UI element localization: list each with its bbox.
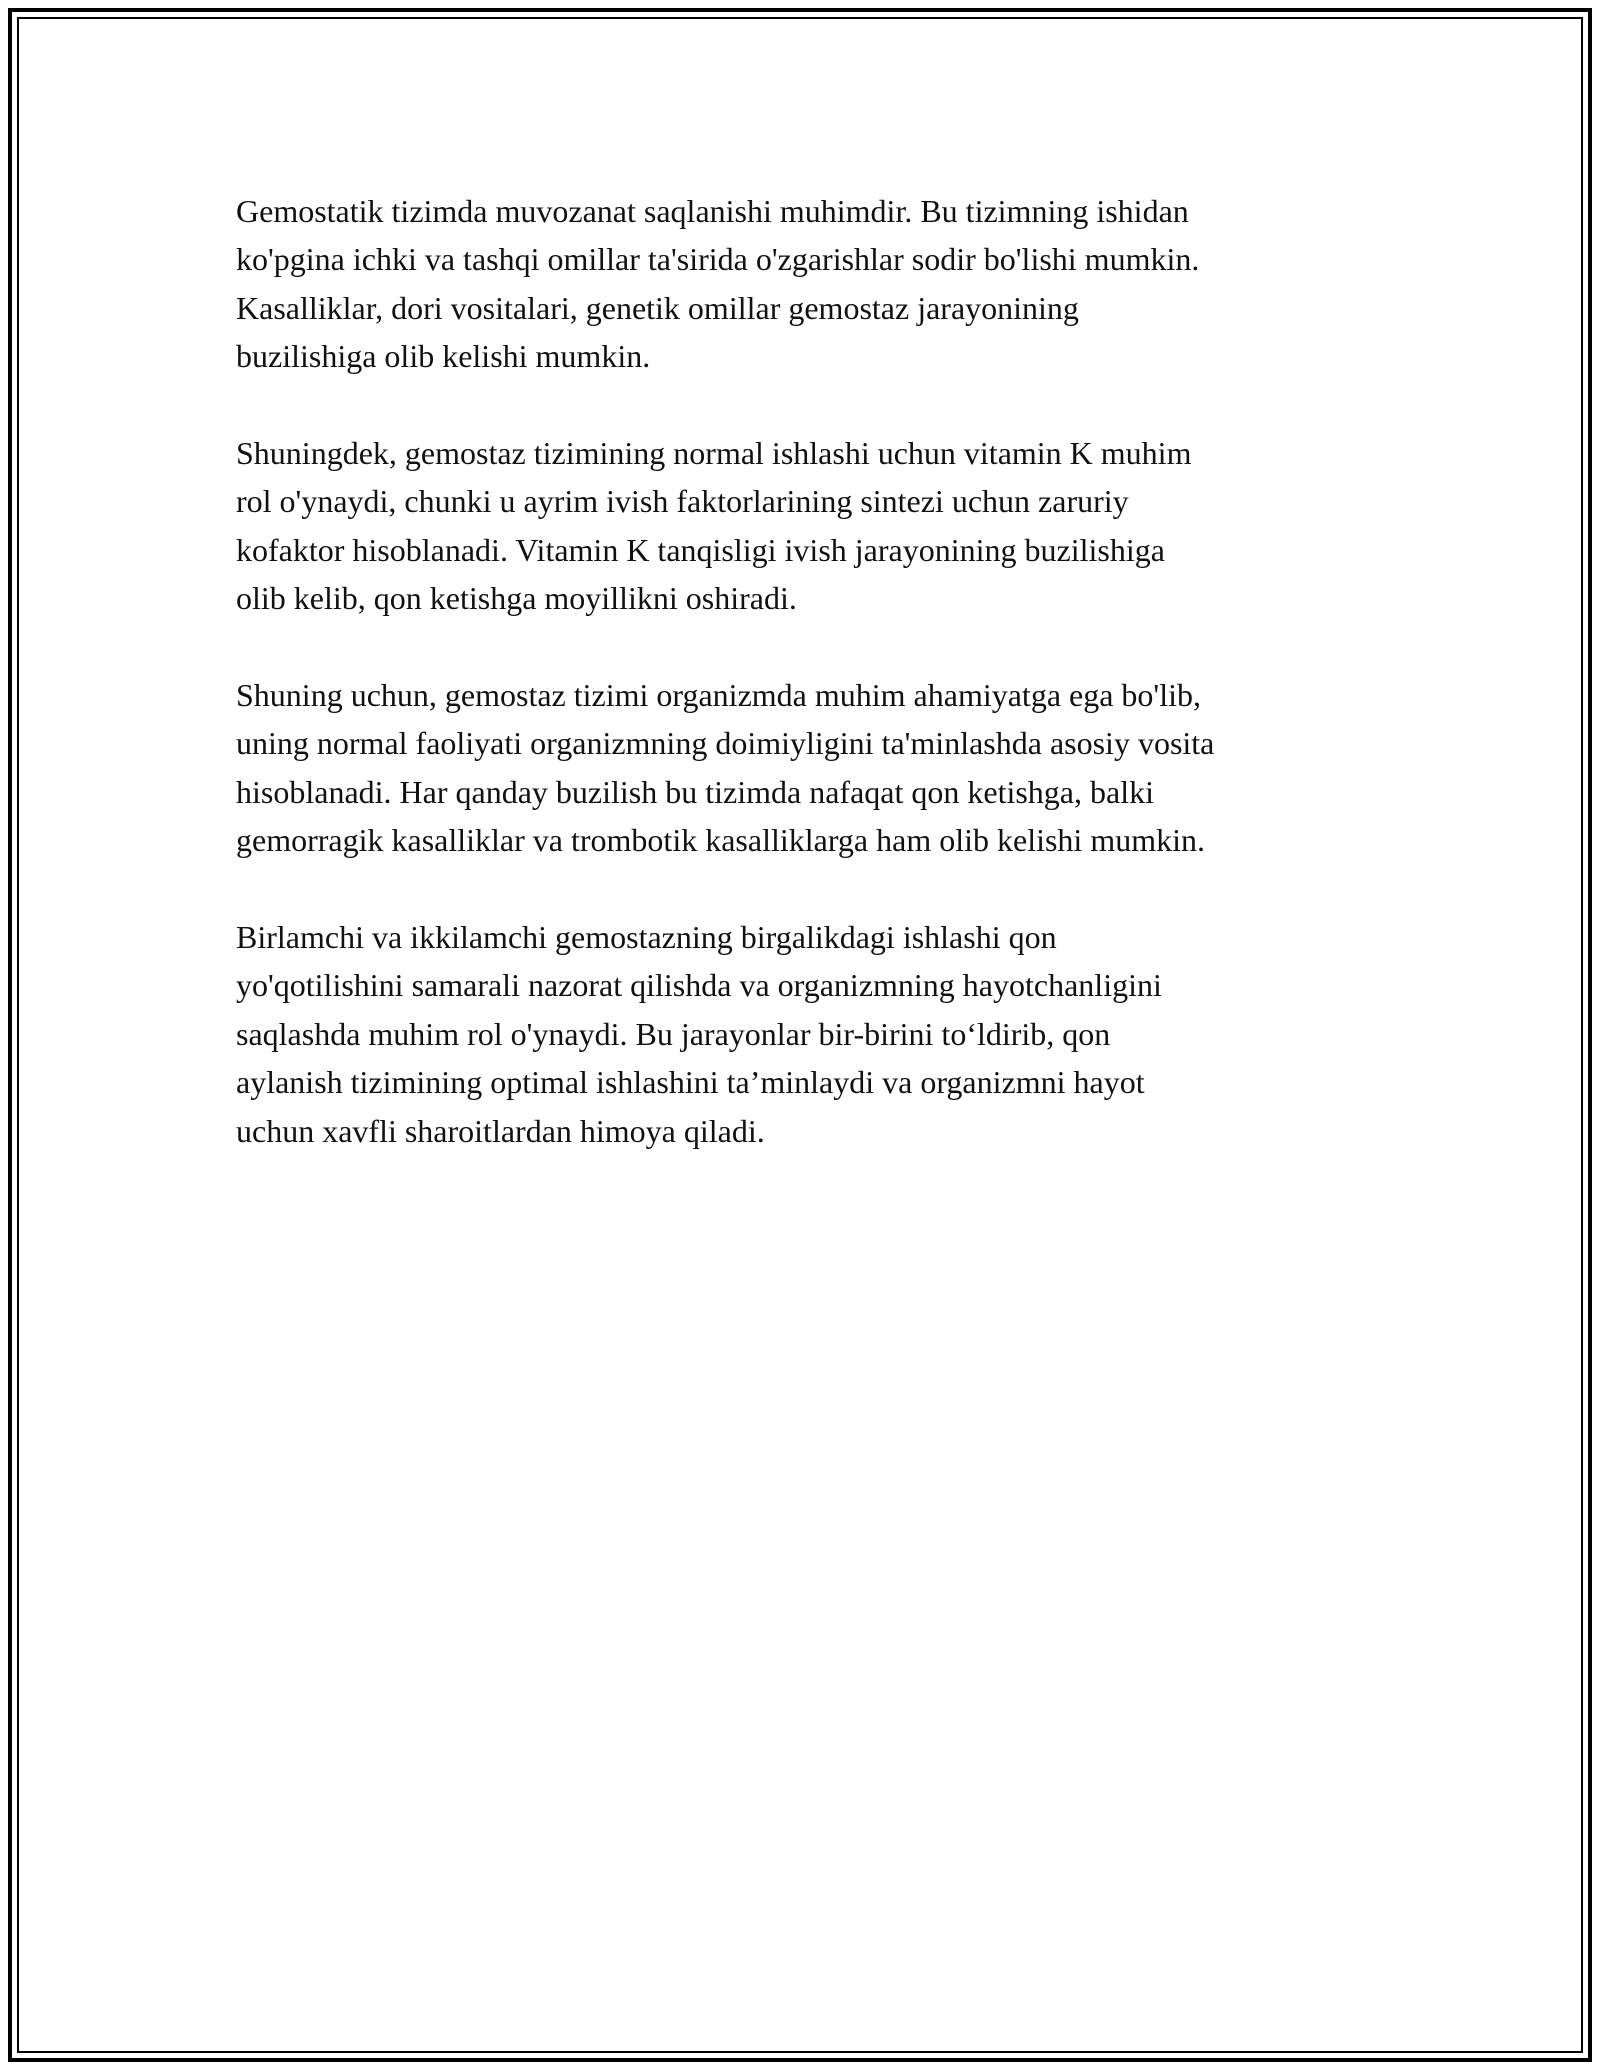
paragraph-4 [236,913,1386,1155]
text-line: yo'qotilishini samarali nazorat qilishda va organizmning hayotchanligini [236,967,1162,1004]
text-line: rol o'ynaydi, chunki u ayrim ivish faktorlarining sintezi uchun zaruriy [236,483,1129,520]
paragraph-3 [236,671,1386,865]
text-line: ko'pgina ichki va tashqi omillar ta'sirida o'zgarishlar sodir bo'lishi mumkin. [236,241,1200,278]
document-body [236,187,1386,1203]
text-line: Gemostatik tizimda muvozanat saqlanishi muhimdir. Bu tizimning ishidan [236,193,1189,229]
text-line: uchun xavfli sharoitlardan himoya qiladi. [236,1112,765,1149]
text-line: kofaktor hisoblanadi. Vitamin K tanqisligi ivish jarayonining buzilishiga [236,531,1165,568]
paragraph-2 [236,429,1386,623]
text-line: Shuning uchun, gemostaz tizimi organizmda muhim ahamiyatga ega bo'lib, [236,677,1201,714]
text-line: Birlamchi va ikkilamchi gemostazning birgalikdagi ishlashi qon [236,919,1057,956]
text-line: uning normal faoliyati organizmning doimiyligini ta'minlashda asosiy vosita [236,725,1215,762]
paragraph-1 [236,187,1386,381]
text-line: olib kelib, qon ketishga moyillikni oshiradi. [236,580,797,617]
text-line: aylanish tizimining optimal ishlashini ta’minlaydi va organizmni hayot [236,1064,1145,1101]
text-line: saqlashda muhim rol o'ynaydi. Bu jarayonlar bir-birini to‘ldirib, qon [236,1015,1111,1052]
text-line: gemorragik kasalliklar va trombotik kasalliklarga ham olib kelishi mumkin. [236,822,1205,859]
text-line: Kasalliklar, dori vositalari, genetik omillar gemostaz jarayonining [236,289,1079,326]
text-line: buzilishiga olib kelishi mumkin. [236,338,651,375]
text-line: Shuningdek, gemostaz tizimining normal ishlashi uchun vitamin K muhim [236,435,1192,472]
text-line: hisoblanadi. Har qanday buzilish bu tizimda nafaqat qon ketishga, balki [236,773,1154,810]
